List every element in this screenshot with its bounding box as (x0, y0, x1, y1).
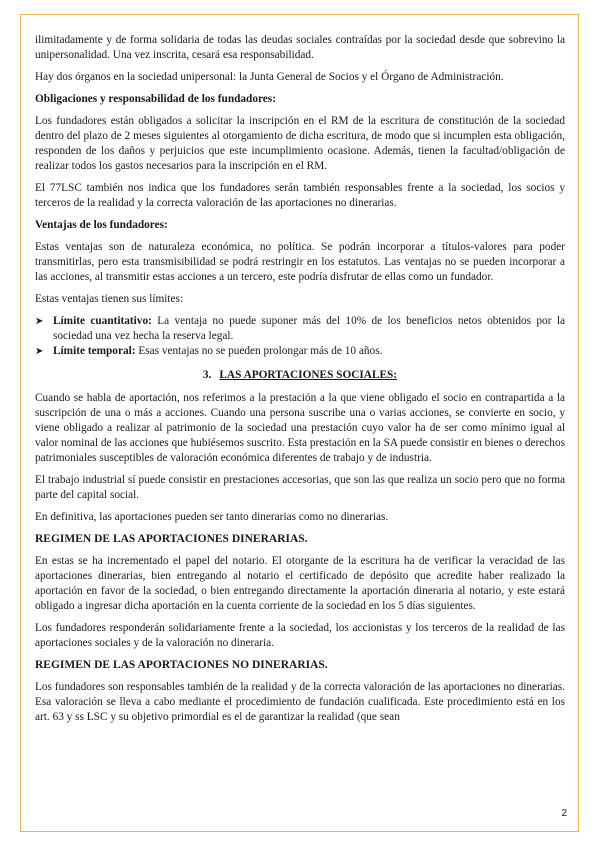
page-content (35, 33, 565, 732)
paragraph-11: Los fundadores responderán solidariamente frente a la sociedad, los accionistas y los terceros de la realidad de las aportaciones sociales y de la valoración no dineraria. (35, 622, 565, 649)
heading-obligaciones: Obligaciones y responsabilidad de los fundadores: (35, 93, 276, 105)
limits-list (35, 314, 565, 359)
paragraph-10: En estas se ha incrementado el papel del notario. El otorgante de la escritura ha de verificar la veracidad de las aportaciones dinerarias, bien entregando al notario el certificado de depósito que acredite haber realizado la aportación en favor de la sociedad, o bien entregando directamente la aportación dineraria al notario, y este estará obligado a ingresar dicha aportación en la cuenta corriente de la sociedad en los 5 días siguientes. (35, 555, 565, 612)
paragraph-6: Estas ventajas tienen sus límites: (35, 293, 184, 305)
limit-label: Límite cuantitativo: (53, 315, 152, 327)
paragraph-2: Hay dos órganos en la sociedad unipersonal: la Junta General de Socios y el Órgano de Administración. (35, 71, 504, 83)
paragraph-12: Los fundadores son responsables también de la realidad y de la correcta valoración de las aportaciones no dinerarias. Esa valoración se lleva a cabo mediante el procedimiento de fundación cualificada. Este procedimiento está en los art. 63 y ss LSC y su objetivo primordial es el de garantizar la realidad (que sean (35, 681, 565, 723)
limit-text: La ventaja no puede suponer más del 10% de los beneficios netos obtenidos por la sociedad una vez hecha la reserva legal. (53, 315, 565, 342)
limit-text: Esas ventajas no se pueden prolongar más de 10 años. (135, 345, 383, 357)
section-number: 3. (202, 369, 212, 381)
list-item-limite-cuantitativo (35, 314, 565, 344)
paragraph-4: El 77LSC también nos indica que los fundadores serán también responsables frente a la sociedad, los socios y terceros de la realidad y la correcta valoración de las aportaciones no dinerarias. (35, 182, 565, 209)
arrow-bullet-icon: ➤ (35, 316, 44, 327)
heading-ventajas: Ventajas de los fundadores: (35, 219, 168, 231)
list-item-limite-temporal (35, 344, 565, 359)
heading-aportaciones-dinerarias: REGIMEN DE LAS APORTACIONES DINERARIAS. (35, 533, 308, 545)
section-title: LAS APORTACIONES SOCIALES: (219, 369, 398, 381)
paragraph-3: Los fundadores están obligados a solicitar la inscripción en el RM de la escritura de constitución de la sociedad dentro del plazo de 2 meses siguientes al otorgamiento de dicha escritura, de modo que si incumplen esta obligación, responden de los daños y perjuicios que este incumplimiento ocasione. Además, tienen la facultad/obligación de realizar todos los gastos necesarios para la inscripción en el RM. (35, 115, 565, 172)
section-heading (35, 368, 565, 383)
paragraph-7: Cuando se habla de aportación, nos referimos a la prestación a la que viene obligado el socio en contrapartida a la suscripción de una o más a acciones. Cuando una persona suscribe una o varias acciones, se convierte en socio, y viene obligado a realizar al patrimonio de la sociedad una prestación cuyo valor ha de ser como mínimo igual al valor nominal de las acciones que hubiésemos suscrito. Esta prestación en la SA puede consistir en bienes o derechos patrimoniales susceptibles de valoración económica diferentes de trabajo y de industria. (35, 392, 565, 464)
heading-aportaciones-no-dinerarias: REGIMEN DE LAS APORTACIONES NO DINERARIAS. (35, 659, 328, 671)
limit-label: Límite temporal: (53, 345, 136, 357)
page-number: 2 (561, 808, 567, 819)
paragraph-9: En definitiva, las aportaciones pueden ser tanto dinerarias como no dinerarias. (35, 511, 389, 523)
paragraph-5: Estas ventajas son de naturaleza económica, no política. Se podrán incorporar a títulos-valores para poder transmitirlas, pero esta transmisibilidad se podrá restringir en los estatutos. Las ventajas no se pueden incorporar a las acciones, al transmitir estas acciones a un tercero, este podría disfrutar de ellas como un fundador. (35, 241, 565, 283)
paragraph-1: ilimitadamente y de forma solidaria de todas las deudas sociales contraídas por la sociedad desde que sobrevino la unipersonalidad. Una vez inscrita, cesará esa responsabilidad. (35, 34, 565, 61)
paragraph-8: El trabajo industrial sí puede consistir en prestaciones accesorias, que son las que realiza un socio pero que no forma parte del capital social. (35, 474, 565, 501)
arrow-bullet-icon: ➤ (35, 346, 44, 357)
